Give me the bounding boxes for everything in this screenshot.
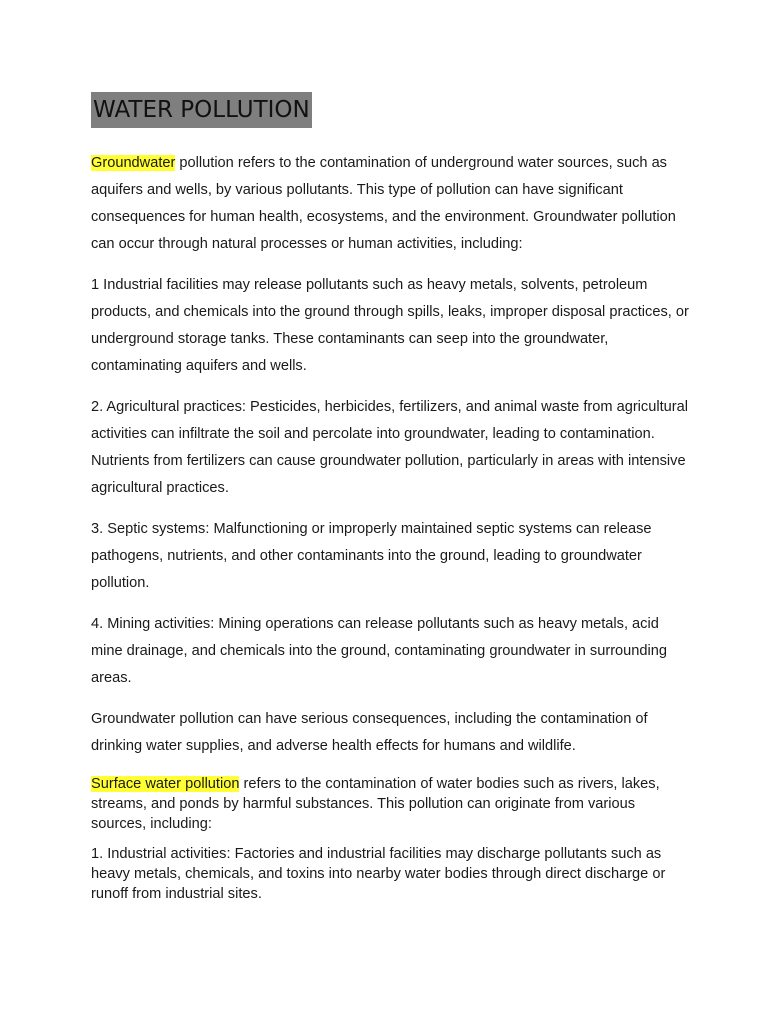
paragraph-agricultural: 2. Agricultural practices: Pesticides, herbicides, fertilizers, and animal waste from agricultural activities can infiltrate the soil and percolate into groundwater, leading to contamination. Nutrients from fertilizers can cause groundwater pollution, particularly in areas with intensive agricultural practices. [91, 399, 688, 496]
paragraph-groundwater-intro [91, 150, 691, 258]
highlighted-term: Surface water pollution [91, 776, 240, 792]
paragraph-text: refers to the contamination of water bodies such as rivers, lakes, streams, and ponds by harmful substances. This pollution can originate from various sources, including: [91, 776, 660, 832]
paragraph-septic: 3. Septic systems: Malfunctioning or improperly maintained septic systems can release pathogens, nutrients, and other contaminants into the ground, leading to groundwater pollution. [91, 521, 652, 591]
paragraph-consequences: Groundwater pollution can have serious consequences, including the contamination of drinking water supplies, and adverse health effects for humans and wildlife. [91, 711, 648, 754]
paragraph-text: pollution refers to the contamination of underground water sources, such as aquifers and wells, by various pollutants. This type of pollution can have significant consequences for human health, ecosystems, and the environment. Groundwater pollution can occur through natural processes or human activities, including: [91, 155, 676, 252]
document-page [91, 92, 691, 914]
paragraph-industrial: 1 Industrial facilities may release pollutants such as heavy metals, solvents, petroleum products, and chemicals into the ground through spills, leaks, improper disposal practices, or underground storage tanks. These contaminants can seep into the groundwater, contaminating aquifers and wells. [91, 277, 689, 374]
paragraph-mining: 4. Mining activities: Mining operations can release pollutants such as heavy metals, acid mine drainage, and chemicals into the ground, contaminating groundwater in surrounding areas. [91, 616, 667, 686]
page-title: WATER POLLUTION [91, 92, 312, 128]
paragraph-surface-intro [91, 774, 691, 834]
paragraph-surface-industrial: 1. Industrial activities: Factories and industrial facilities may discharge pollutants such as heavy metals, chemicals, and toxins into nearby water bodies through direct discharge or runoff from industrial sites. [91, 846, 666, 902]
highlighted-term: Groundwater [91, 155, 176, 171]
